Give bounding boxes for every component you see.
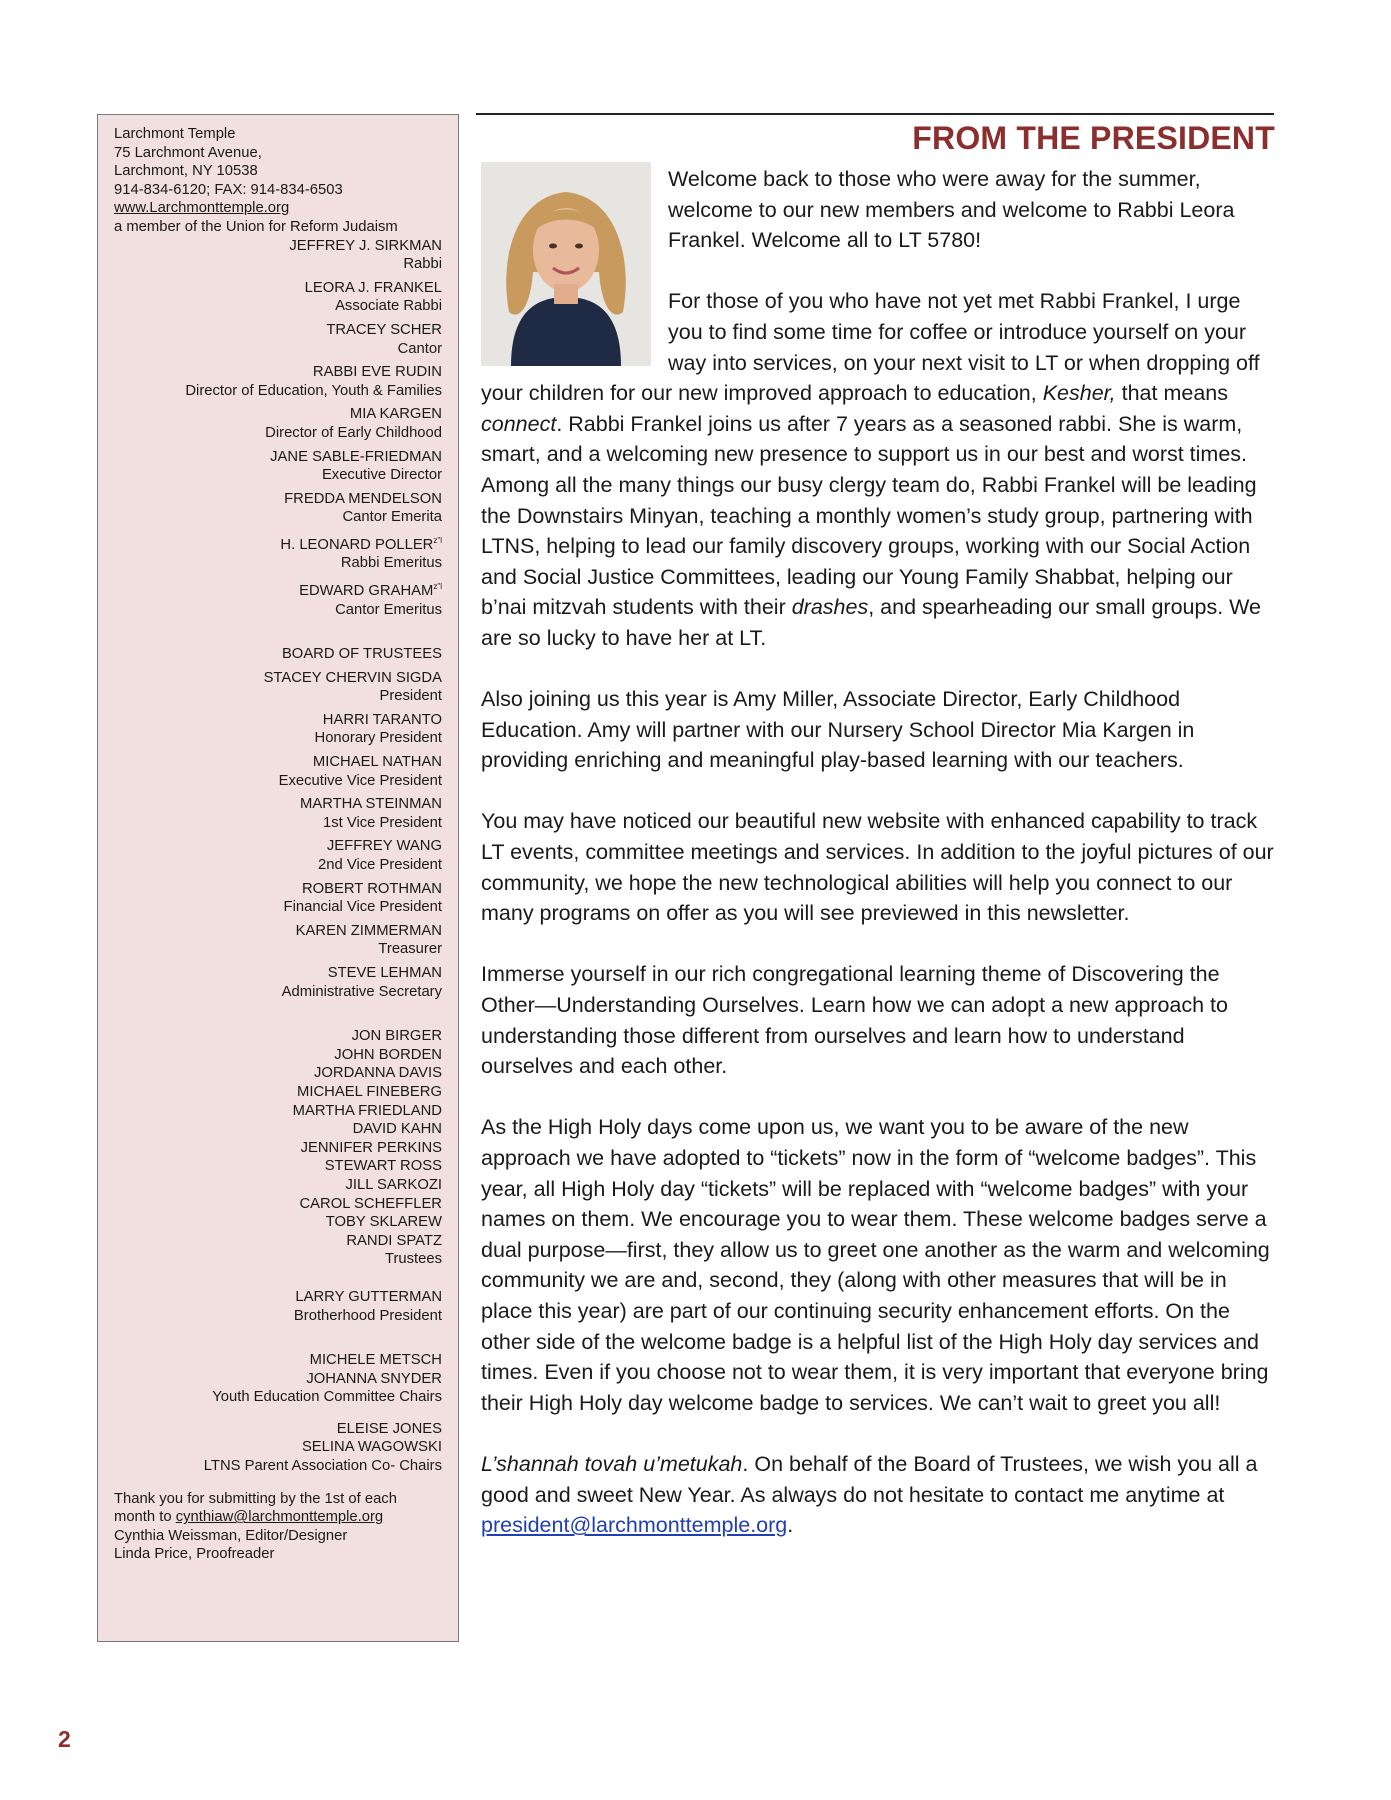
brotherhood-entry	[114, 1288, 442, 1325]
person-title: Cantor Emeritus	[335, 601, 442, 618]
text-run: , and spearheading our small groups. We are so lucky to have her at LT.	[481, 595, 1262, 650]
trustee-name: JILL SARKOZI	[345, 1176, 442, 1193]
paragraph-welcome: Welcome back to those who were away for the summer, welcome to our new members and welcome to Rabbi Leora Frankel. Welcome all to LT 5780!	[668, 167, 1235, 253]
person-title: Brotherhood President	[293, 1307, 442, 1324]
staff-entry	[114, 448, 442, 485]
staff-entry	[114, 405, 442, 442]
person-name: SELINA WAGOWSKI	[301, 1439, 442, 1456]
person-title: Associate Rabbi	[335, 298, 442, 315]
person-name	[114, 578, 442, 601]
text-run: .	[787, 1513, 794, 1538]
trustee-name: RANDI SPATZ	[346, 1232, 442, 1249]
person-name	[114, 237, 442, 256]
trustee-name: JORDANNA DAVIS	[314, 1065, 442, 1082]
person-name-text: STEVE LEHMAN	[327, 965, 442, 981]
person-name-text: HARRI TARANTO	[322, 711, 442, 728]
italic-connect: connect	[481, 411, 557, 436]
person-name: ELEISE JONES	[336, 1420, 442, 1437]
person-name	[114, 837, 442, 856]
officer-entry	[114, 753, 442, 790]
person-name	[114, 795, 442, 814]
person-name-text: ROBERT ROTHMAN	[301, 880, 442, 897]
president-letter	[481, 164, 1274, 1571]
street-address: 75 Larchmont Avenue,	[114, 144, 262, 161]
officer-entry	[114, 964, 442, 1001]
person-title: Treasurer	[378, 941, 442, 958]
person-name	[114, 405, 442, 424]
person-name: MICHELE METSCH	[309, 1352, 442, 1369]
editor-email-link[interactable]: cynthiaw@larchmonttemple.org	[175, 1509, 384, 1526]
trustee-name: JENNIFER PERKINS	[300, 1139, 442, 1156]
person-name	[114, 363, 442, 382]
person-name-text: JEFFREY J. SIRKMAN	[289, 237, 442, 254]
trustee-name: DAVID KAHN	[352, 1121, 442, 1138]
person-title: Cantor Emerita	[342, 509, 442, 526]
person-name	[114, 711, 442, 730]
officer-entry	[114, 711, 442, 748]
website-link[interactable]: www.Larchmonttemple.org	[114, 200, 290, 217]
person-name	[114, 279, 442, 298]
person-name	[114, 532, 442, 555]
person-name	[114, 448, 442, 467]
note-line-2-prefix: month to	[114, 1509, 176, 1526]
city-address: Larchmont, NY 10538	[114, 163, 258, 180]
italic-kesher: Kesher,	[1042, 381, 1116, 406]
staff-list	[114, 237, 442, 620]
person-name: JOHANNA SNYDER	[306, 1370, 442, 1387]
memorial-mark: z"l	[433, 535, 442, 545]
person-name	[114, 669, 442, 688]
trustee-name: MARTHA FRIEDLAND	[292, 1102, 442, 1119]
staff-entry	[114, 237, 442, 274]
staff-entry	[114, 363, 442, 400]
officer-entry	[114, 922, 442, 959]
text-run: . Rabbi Frankel joins us after 7 years as a seasoned rabbi. She is warm, smart, and a welcoming new presence to support us in our best and worst times. Among all the many things our busy clergy team do, Rabbi Frankel will be leading the Downstairs Minyan, teaching a monthly women’s study group, partnering with LTNS, helping to lead our family discovery groups, working with our Social Action and Social Justice Committees, leading our Young Family Shabbat, helping our b’nai mitzvah students with their	[481, 411, 1257, 620]
person-title: Rabbi Emeritus	[340, 555, 442, 572]
section-title: FROM THE PRESIDENT	[912, 120, 1275, 156]
staff-entry	[114, 532, 442, 573]
staff-entry	[114, 279, 442, 316]
address-block	[114, 125, 442, 237]
trustee-name: CAROL SCHEFFLER	[299, 1195, 442, 1212]
note-line-2	[114, 1508, 442, 1527]
paragraph-amy-miller: Also joining us this year is Amy Miller, Associate Director, Early Childhood Education. Amy will partner with our Nursery School Director Mia Kargen in providing enriching and meaningful play-based learning with our teachers.	[481, 687, 1195, 773]
paragraph-learning-theme: Immerse yourself in our rich congregational learning theme of Discovering the Other—Understanding Ourselves. Learn how we can adopt a new approach to understanding those different from ourselves and learn how to understand ourselves and each other.	[481, 962, 1228, 1079]
staff-entry	[114, 321, 442, 358]
person-title: LTNS Parent Association Co- Chairs	[203, 1458, 442, 1475]
editor-credit: Cynthia Weissman, Editor/Designer	[114, 1527, 348, 1544]
person-title: Administrative Secretary	[281, 983, 442, 1000]
officer-list	[114, 669, 442, 1002]
president-email-link[interactable]: president@larchmonttemple.org	[481, 1513, 788, 1538]
person-name	[114, 880, 442, 899]
officer-entry	[114, 880, 442, 917]
person-title: Director of Early Childhood	[265, 424, 442, 441]
phone-fax: 914-834-6120; FAX: 914-834-6503	[114, 181, 343, 198]
ltns-chairs-entry	[114, 1420, 442, 1476]
trustee-name: JON BIRGER	[351, 1028, 442, 1045]
text-run: that means	[1115, 381, 1228, 406]
trustees-label: Trustees	[384, 1251, 442, 1268]
person-name-text: KAREN ZIMMERMAN	[295, 922, 442, 939]
person-title: Honorary President	[314, 730, 442, 747]
trustee-name: MICHAEL FINEBERG	[297, 1083, 442, 1100]
board-heading: BOARD OF TRUSTEES	[281, 646, 442, 663]
officer-entry	[114, 795, 442, 832]
italic-drashes: drashes	[791, 595, 869, 620]
person-title: Financial Vice President	[283, 899, 442, 916]
person-name-text: RABBI EVE RUDIN	[312, 364, 442, 381]
person-name-text: TRACEY SCHER	[326, 321, 442, 338]
text-run: . On behalf of the Board of Trustees, we wish you all a good and sweet New Year. As always do not hesitate to contact me anytime at	[481, 1451, 1258, 1507]
proofreader-credit: Linda Price, Proofreader	[114, 1546, 275, 1563]
officer-entry	[114, 669, 442, 706]
person-name-text: FREDDA MENDELSON	[284, 490, 442, 507]
person-name	[114, 964, 442, 983]
person-title: Director of Education, Youth & Families	[185, 382, 442, 399]
person-name-text: LEORA J. FRANKEL	[304, 279, 442, 296]
trustees-group	[114, 1027, 442, 1269]
person-name	[114, 922, 442, 941]
paragraph-website: You may have noticed our beautiful new website with enhanced capability to track LT events, committee meetings and services. In addition to the joyful pictures of our community, we hope the new technological abilities will help you connect to our many programs on offer as you will see previewed in this newsletter.	[481, 809, 1274, 926]
note-line-1: Thank you for submitting by the 1st of each	[114, 1490, 397, 1507]
section-divider	[476, 113, 1274, 115]
person-name-text: JEFFREY WANG	[326, 838, 442, 855]
trustee-name: STEWART ROSS	[324, 1158, 442, 1175]
person-name-text: JANE SABLE-FRIEDMAN	[270, 448, 442, 465]
paragraph-welcome-badges: As the High Holy days come upon us, we want you to be aware of the new approach we have adopted to “tickets” now in the form of “welcome badges”. This year, all High Holy day “tickets” will be replaced with “welcome badges” with your names on them. We encourage you to wear them. These welcome badges serve a dual purpose—first, they allow us to greet one another as the warm and welcoming community we are and, second, they (along with other measures that will be in place this year) are part of our continuing security enhancement efforts. On the other side of the welcome badge is a helpful list of the High Holy day services and times. Even if you choose not to wear them, it is very important that everyone bring their High Holy day welcome badge to services. We can’t wait to greet you all!	[481, 1115, 1270, 1415]
person-name	[114, 321, 442, 340]
person-title: Executive Director	[321, 467, 442, 484]
officer-entry	[114, 837, 442, 874]
person-title: Executive Vice President	[278, 772, 442, 789]
text-run: For those of you who have not yet met Rabbi Frankel, I urge you to find some time for coffee or introduce yourself on your way into services, on your next visit to LT or when dropping off your children for our new improved approach to education,	[481, 289, 1260, 406]
person-name-text: H. LEONARD POLLER	[280, 536, 434, 553]
page-number: 2	[58, 1726, 71, 1752]
person-title: Cantor	[397, 340, 442, 357]
person-name	[114, 753, 442, 772]
person-name	[114, 490, 442, 509]
temple-name: Larchmont Temple	[114, 126, 236, 142]
person-name-text: MARTHA STEINMAN	[300, 796, 442, 813]
trustee-name: JOHN BORDEN	[334, 1046, 442, 1063]
italic-greeting: L’shannah tovah u’metukah	[481, 1451, 743, 1476]
trustee-name: TOBY SKLAREW	[325, 1214, 442, 1231]
person-name-text: MICHAEL NATHAN	[312, 754, 442, 771]
person-name-text: STACEY CHERVIN SIGDA	[263, 669, 442, 686]
paragraph-new-year	[481, 1449, 1274, 1541]
person-title: President	[379, 688, 442, 705]
trustee-names	[114, 1027, 442, 1250]
person-name-text: MIA KARGEN	[349, 406, 442, 423]
person-title: 2nd Vice President	[318, 857, 442, 874]
person-name-text: EDWARD GRAHAM	[299, 582, 434, 599]
person-title: Youth Education Committee Chairs	[212, 1389, 442, 1406]
person-name: LARRY GUTTERMAN	[295, 1288, 442, 1305]
submission-note	[114, 1490, 442, 1564]
urj-membership: a member of the Union for Reform Judaism	[114, 218, 398, 235]
staff-entry	[114, 578, 442, 619]
person-title: Rabbi	[403, 256, 442, 273]
roles-list	[114, 237, 442, 1476]
memorial-mark: z"l	[433, 581, 442, 591]
person-title: 1st Vice President	[323, 814, 442, 831]
staff-entry	[114, 490, 442, 527]
masthead-sidebar	[97, 114, 459, 1642]
youth-chairs-entry	[114, 1351, 442, 1407]
